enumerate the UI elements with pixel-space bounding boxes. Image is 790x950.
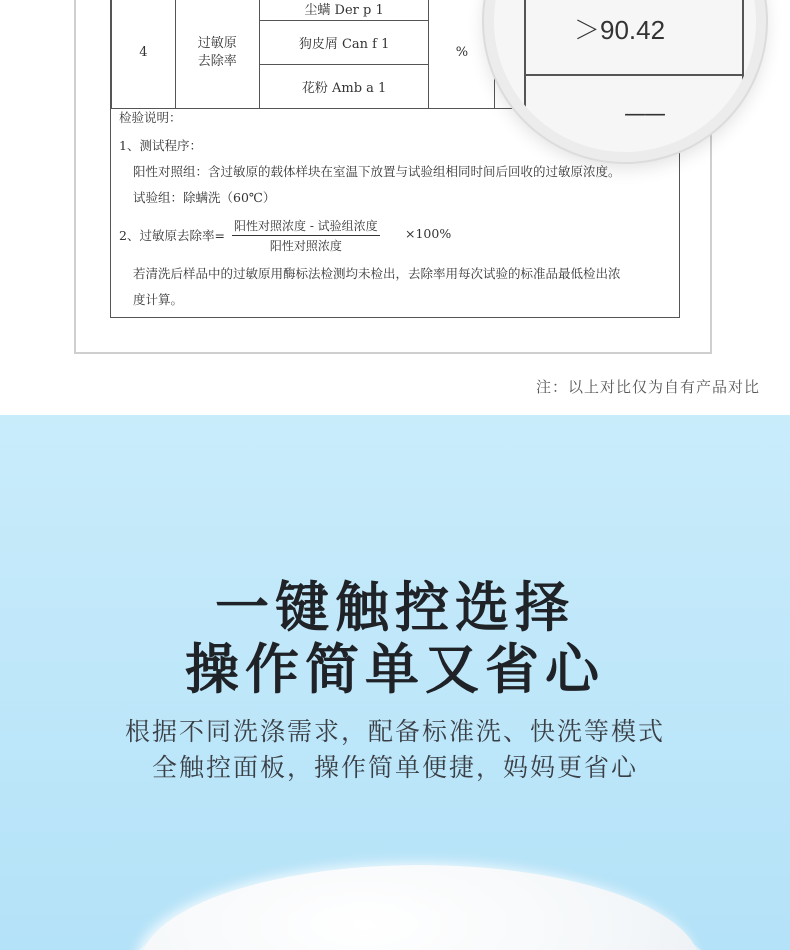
magnifier-lens [484, 0, 766, 162]
notes-test-group: 试验组：除螨洗（60℃） [133, 190, 276, 205]
table-line [742, 0, 744, 162]
notes-item-1: 1、测试程序： [119, 138, 202, 153]
formula-suffix: ×100% [405, 226, 452, 241]
subtitle-line-1: 根据不同洗涤需求，配备标准洗、快洗等模式 [124, 717, 665, 746]
category-line: 过敏原 [197, 35, 237, 51]
row-number: 4 [112, 0, 176, 108]
item-cell: 尘螨 Der p 1 [259, 0, 429, 20]
headline-line-2: 操作简单又省心 [185, 638, 605, 701]
comparison-footnote: 注：以上对比仅为自有产品对比 [535, 378, 760, 396]
category-cell [175, 0, 259, 108]
notes-control-group: 阳性对照组：含过敏原的载体样块在室温下放置与试验组相同时间后回收的过敏原浓度。 [133, 164, 621, 179]
table-line [524, 0, 526, 162]
formula-fraction [232, 217, 380, 254]
notes-heading: 检验说明： [119, 110, 182, 125]
empty-value-dash: —— [624, 102, 664, 127]
item-cell: 花粉 Amb a 1 [259, 64, 429, 108]
formula-prefix: 2、过敏原去除率= [119, 228, 225, 243]
formula-denominator: 阳性对照浓度 [269, 239, 342, 253]
touch-control-section [0, 415, 790, 950]
notes-remark: 度计算。 [133, 292, 184, 307]
notes-remark: 若清洗后样品中的过敏原用酶标法检测均未检出，去除率用每次试验的标准品最低检出浓 [133, 266, 621, 281]
removal-rate-value: ＞90.42 [574, 15, 666, 45]
formula-numerator: 阳性对照浓度 - 试验组浓度 [232, 217, 380, 236]
test-report-section [0, 0, 790, 415]
category-line: 去除率 [197, 53, 237, 69]
magnified-table [524, 0, 754, 162]
subtitle-line-2: 全触控面板，操作简单便捷，妈妈更省心 [151, 753, 638, 782]
unit-cell: % [429, 0, 495, 108]
headline-line-1: 一键触控选择 [215, 576, 575, 639]
washer-top-image [140, 865, 700, 950]
item-cell: 狗皮屑 Can f 1 [259, 20, 429, 64]
table-line [524, 74, 744, 76]
